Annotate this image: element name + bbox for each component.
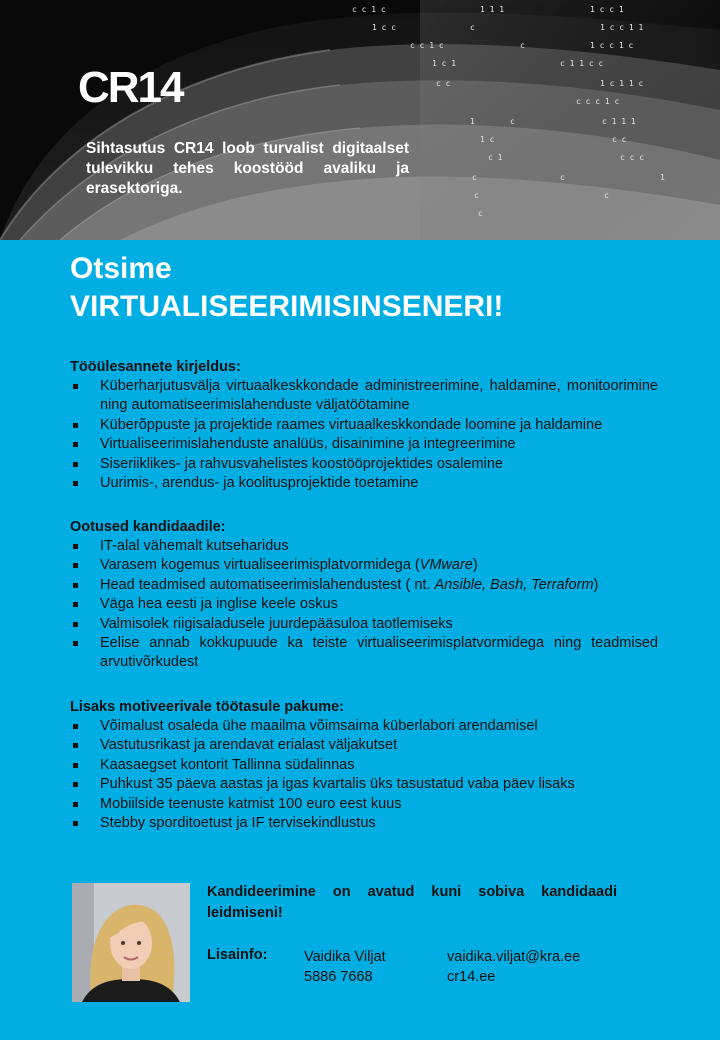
list-item: Kaasaegset kontorit Tallinna südalinnas [70,756,658,775]
bullet-icon [73,583,78,588]
svg-text:c c c 1 c: c c c 1 c [576,97,620,106]
offer-heading: Lisaks motiveerivale töötasule pakume: [70,699,344,715]
application-open-notice: Kandideerimine on avatud kuni sobiva kandidaadi leidmiseni! [207,884,617,921]
list-item: IT-alal vähemalt kutseharidus [70,537,658,556]
bullet-icon [73,724,78,729]
list-item: Eelise annab kokkupuude ka teiste virtualiseerimisplatvormidega ning teadmised arvutivõrkudest [70,634,658,673]
organization-tagline: Sihtasutus CR14 loob turvalist digitaalset tulevikku tehes koostööd avaliku ja erasektoriga. [86,140,409,197]
header-banner [0,0,720,240]
svg-text:c 1: c 1 [488,153,503,162]
job-title-line1: Otsime [70,252,172,285]
list-item: Uurimis-, arendus- ja koolitusprojektide toetamine [70,474,658,493]
bullet-icon [73,743,78,748]
list-item: Küberharjutusvälja virtuaalkeskkondade administreerimine, haldamine, monitoorimine ning automatiseerimislahenduste väljatöötamine [70,377,658,416]
contact-name-phone [304,947,386,987]
svg-text:c: c [474,191,479,200]
cr14-logo: CR14 [78,63,183,112]
job-title [70,250,503,326]
website-link[interactable]: cr14.ee [447,969,496,985]
contact-person-photo [72,883,190,1002]
list-item: Virtualiseerimislahenduste analüüs, disainimine ja integreerimine [70,435,658,454]
svg-text:1: 1 [470,117,475,126]
contact-email-link[interactable]: vaidika.viljat@kra.ee [447,949,581,965]
bullet-icon [73,763,78,768]
svg-text:c: c [520,41,525,50]
duties-section [70,358,658,493]
list-item: Puhkust 35 päeva aastas ja igas kvartalis üks tasustatud vaba päev lisaks [70,775,658,794]
svg-text:c: c [604,191,609,200]
contact-name: Vaidika Viljat [304,949,386,965]
list-item: Head teadmised automatiseerimislahendustest ( nt. Ansible, Bash, Terraform) [70,576,658,595]
svg-text:c c c: c c c [620,153,645,162]
list-item: Võimalust osaleda ühe maailma võimsaima küberlabori arendamisel [70,717,658,736]
svg-text:c: c [560,173,565,182]
svg-text:c: c [510,117,515,126]
bullet-icon [73,544,78,549]
svg-text:c 1 1 c c: c 1 1 c c [560,59,604,68]
list-item: Mobiilside teenuste katmist 100 euro eest kuus [70,795,658,814]
list-item: Väga hea eesti ja inglise keele oskus [70,595,658,614]
svg-text:c: c [478,209,483,218]
expectations-heading: Ootused kandidaadile: [70,519,226,535]
list-item: Küberõppuste ja projektide raames virtuaalkeskkondade loomine ja haldamine [70,416,658,435]
expectations-section [70,518,658,673]
offer-section [70,698,658,833]
contact-links [447,947,580,987]
svg-text:1 1 1: 1 1 1 [480,5,505,14]
svg-text:c 1 1 1: c 1 1 1 [602,117,636,126]
bullet-icon [73,384,78,389]
svg-text:c c 1 c: c c 1 c [352,5,386,14]
svg-text:1 c c 1 c: 1 c c 1 c [590,41,634,50]
svg-text:c c: c c [436,79,451,88]
svg-text:1 c c 1 1: 1 c c 1 1 [600,23,644,32]
bullet-icon [73,602,78,607]
list-item: Valmisolek riigisaladusele juurdepääsuloa taotlemiseks [70,615,658,634]
architecture-background-image [0,0,720,240]
bullet-icon [73,622,78,627]
svg-text:c c 1 c: c c 1 c [410,41,444,50]
duties-list [70,377,658,493]
bullet-icon [73,462,78,467]
list-item: Vastutusrikast ja arendavat erialast väljakutset [70,736,658,755]
svg-text:c: c [472,173,477,182]
list-item: Varasem kogemus virtualiseerimisplatvormidega (VMware) [70,556,658,575]
svg-text:1 c: 1 c [480,135,495,144]
bullet-icon [73,802,78,807]
more-info-label: Lisainfo: [207,947,268,963]
svg-text:1: 1 [660,173,665,182]
job-title-line2: VIRTUALISEERIMISINSENERI! [70,290,504,323]
bullet-icon [73,423,78,428]
svg-text:1 c c 1: 1 c c 1 [590,5,624,14]
svg-text:1 c 1 1 c: 1 c 1 1 c [600,79,644,88]
svg-text:c: c [470,23,475,32]
bullet-icon [73,481,78,486]
bullet-icon [73,821,78,826]
list-item: Siseriiklikes- ja rahvusvahelistes koostööprojektides osalemine [70,455,658,474]
list-item: Stebby sporditoetust ja IF tervisekindlustus [70,814,658,833]
duties-heading: Tööülesannete kirjeldus: [70,359,241,375]
contact-phone: 5886 7668 [304,969,373,985]
expectations-list [70,537,658,673]
bullet-icon [73,641,78,646]
svg-text:1 c c: 1 c c [372,23,397,32]
svg-text:c c: c c [612,135,627,144]
bullet-icon [73,563,78,568]
svg-text:1 c 1: 1 c 1 [432,59,457,68]
offer-list [70,717,658,833]
bullet-icon [73,782,78,787]
bullet-icon [73,442,78,447]
